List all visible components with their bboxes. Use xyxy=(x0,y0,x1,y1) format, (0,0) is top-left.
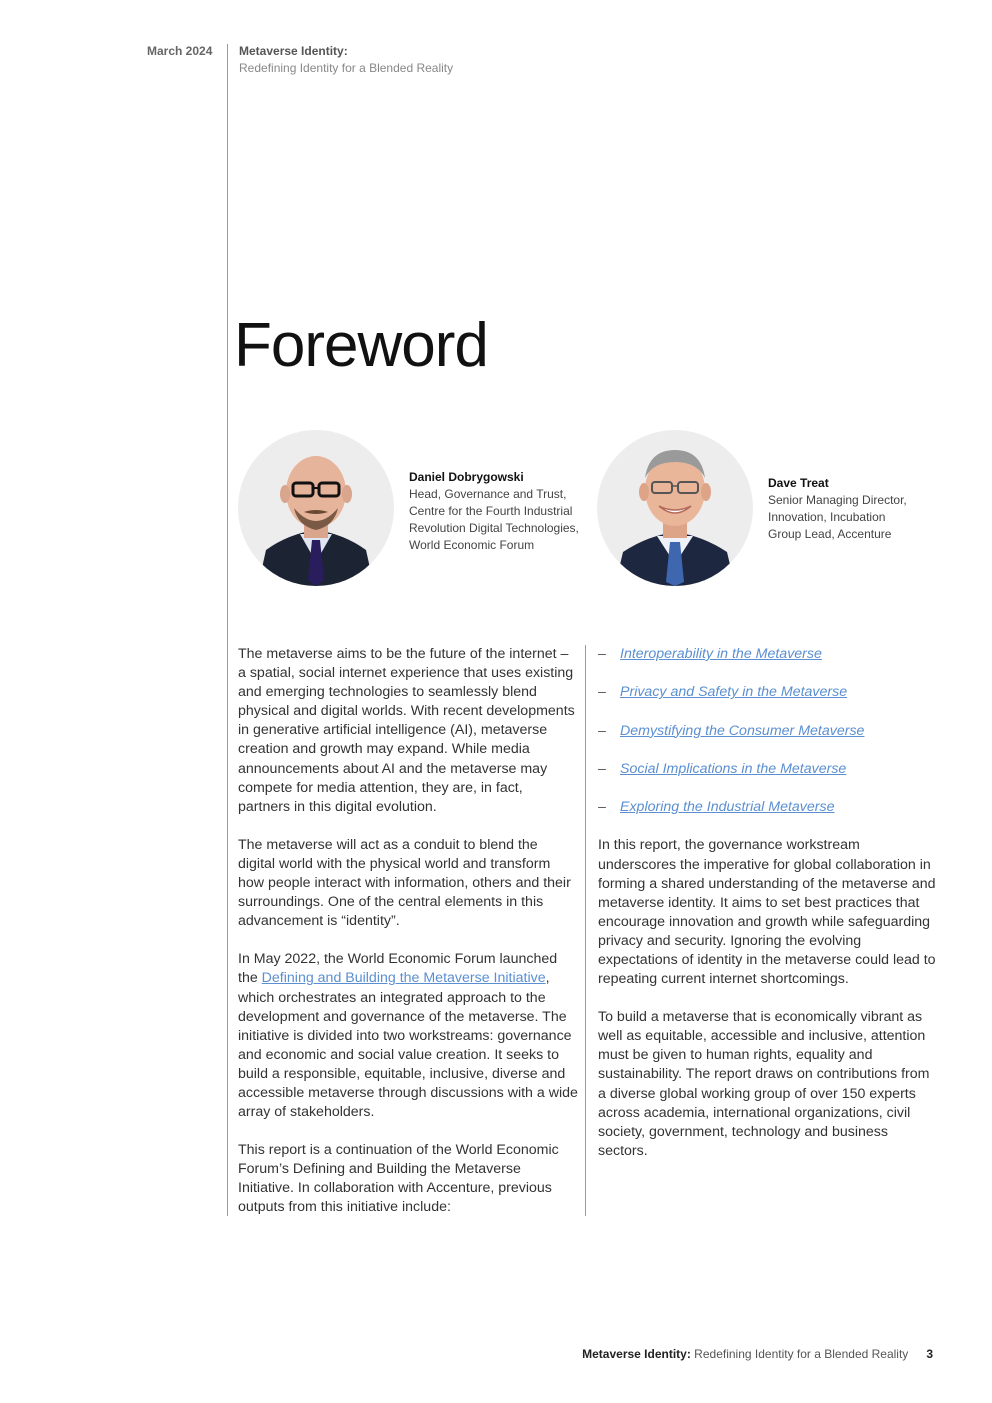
author-role-line: World Economic Forum xyxy=(409,538,535,552)
column-divider xyxy=(585,645,586,1216)
report-link[interactable]: Social Implications in the Metaverse xyxy=(620,760,847,777)
author-photo-dave xyxy=(597,430,753,586)
header-subtitle: Redefining Identity for a Blended Reality xyxy=(239,61,454,75)
author-role-line: Group Lead, Accenture xyxy=(768,527,892,541)
previous-outputs-list xyxy=(598,645,938,817)
author-name: Dave Treat xyxy=(768,476,829,490)
body-column-left xyxy=(238,645,578,1237)
report-link[interactable]: Interoperability in the Metaverse xyxy=(620,646,822,662)
report-link[interactable]: Demystifying the Consumer Metaverse xyxy=(620,722,865,739)
author-role-line: Innovation, Incubation xyxy=(768,510,886,524)
author-role-line: Senior Managing Director, xyxy=(768,493,907,507)
list-item xyxy=(598,722,938,741)
dash-bullet: – xyxy=(598,646,606,662)
author-daniel xyxy=(409,469,589,554)
report-link[interactable]: Exploring the Industrial Metaverse xyxy=(620,799,835,816)
paragraph-text: In May 2022, the World Economic Forum launched the xyxy=(238,951,558,987)
author-photo-daniel xyxy=(238,430,394,586)
dash-bullet: – xyxy=(598,760,606,777)
header-title: Metaverse Identity: xyxy=(239,44,348,58)
page-number: 3 xyxy=(926,1347,933,1361)
body-paragraph xyxy=(238,950,578,1122)
body-paragraph: To build a metaverse that is economically vibrant as well as equitable, accessible and inclusive, attention must be given to human rights, equality and sustainability. The report draws on contributions from a diverse global working group of over 150 experts across academia, international organizations, civil society, government, technology and business sectors. xyxy=(598,1009,930,1159)
body-paragraph: This report is a continuation of the World Economic Forum’s Defining and Building the Metaverse Initiative. In collaboration with Accenture, previous outputs from this initiative include: xyxy=(238,1142,559,1216)
page-footer xyxy=(582,1347,933,1361)
initiative-link[interactable]: Defining and Building the Metaverse Initiative xyxy=(261,970,546,987)
dash-bullet: – xyxy=(598,684,606,701)
author-role-line: Revolution Digital Technologies, xyxy=(409,521,579,535)
list-item xyxy=(598,683,938,702)
header-date: March 2024 xyxy=(147,44,213,58)
paragraph-text: , which orchestrates an integrated approach to the development and governance of the metaverse. The initiative is divided into two workstreams: governance and economic and social value creation. It seeks to build a responsible, equitable, inclusive, diverse and accessible metaverse through discussions with a wide array of stakeholders. xyxy=(238,970,578,1121)
footer-subtitle: Redefining Identity for a Blended Reality xyxy=(690,1347,909,1361)
list-item xyxy=(598,798,938,817)
body-column-right xyxy=(598,645,938,1180)
author-dave xyxy=(768,475,938,543)
margin-rule xyxy=(227,44,228,1216)
dash-bullet: – xyxy=(598,799,606,816)
author-role-line: Head, Governance and Trust, xyxy=(409,487,567,501)
footer-title: Metaverse Identity: xyxy=(582,1347,691,1361)
report-link[interactable]: Privacy and Safety in the Metaverse xyxy=(620,684,848,701)
body-paragraph: In this report, the governance workstream underscores the imperative for global collaboration in forming a shared understanding of the metaverse and metaverse identity. It aims to set best practices that encourage innovation and growth while safeguarding privacy and security. Ignoring the evolving expectations of identity in the metaverse could lead to repeating current internet shortcomings. xyxy=(598,837,936,988)
list-item xyxy=(598,760,938,779)
body-paragraph: The metaverse will act as a conduit to blend the digital world with the physical world and transform how people interact with information, others and their surroundings. One of the central elements in this advancement is “identity”. xyxy=(238,836,571,930)
dash-bullet: – xyxy=(598,722,606,739)
author-name: Daniel Dobrygowski xyxy=(409,470,524,484)
page-title: Foreword xyxy=(234,311,488,380)
list-item xyxy=(598,645,938,664)
body-paragraph: The metaverse aims to be the future of the internet – a spatial, social internet experience that uses existing and emerging technologies to seamlessly blend physical and digital worlds. With recent developments in generative artificial intelligence (AI), metaverse creation and growth may expand. While media announcements about AI and the metaverse may compete for media attention, they are, in fact, partners in this digital evolution. xyxy=(238,646,575,815)
author-role-line: Centre for the Fourth Industrial xyxy=(409,504,573,518)
